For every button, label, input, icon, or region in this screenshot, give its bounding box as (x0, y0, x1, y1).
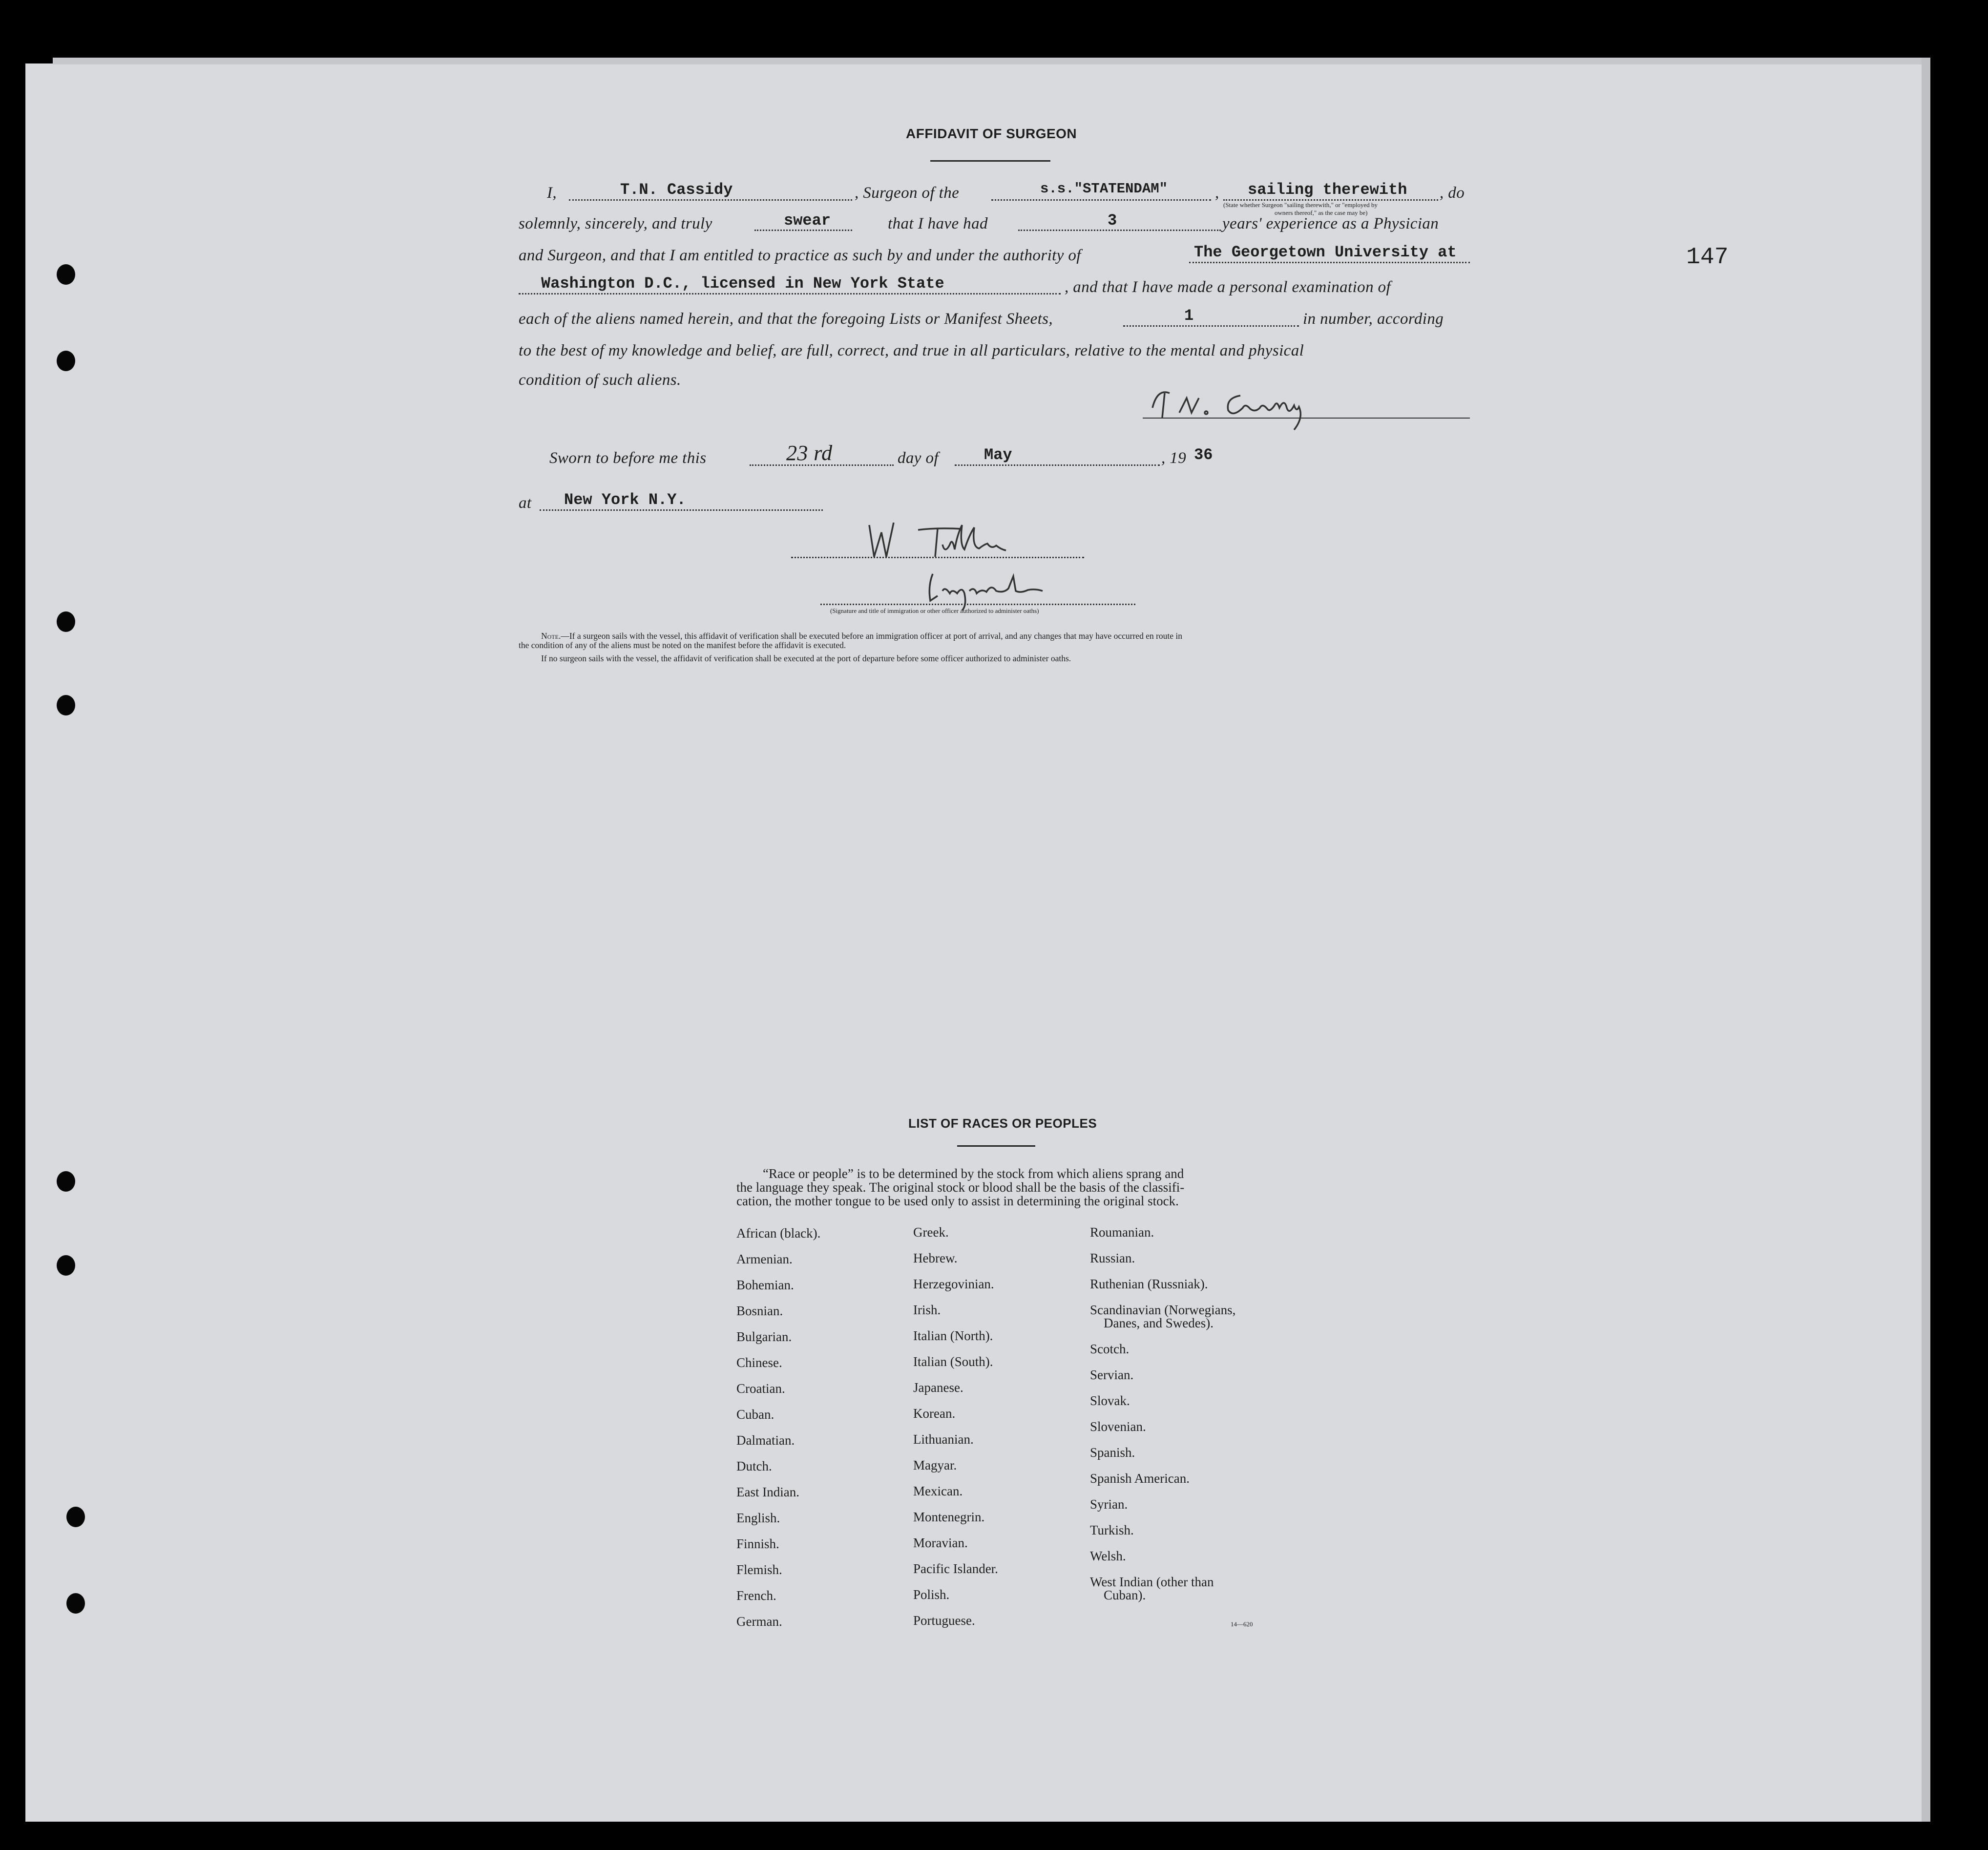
race-item: Servian. (1090, 1367, 1134, 1382)
races-intro-3: cation, the mother tongue to be used only to assist in determining the original stock. (736, 1194, 1179, 1208)
note-label: Note.— (541, 631, 569, 641)
race-item: French. (736, 1588, 776, 1603)
race-item: Italian (North). (913, 1328, 993, 1343)
sailing-note-2: owners thereof," as the case may be) (1275, 209, 1368, 216)
note-line-3: If no surgeon sails with the vessel, the affidavit of verification shall be executed at the port of departure before some officer authorized to administer oaths. (541, 653, 1071, 663)
authority-field-2: Washington D.C., licensed in New York State (541, 274, 944, 293)
affidavit-title: AFFIDAVIT OF SURGEON (906, 126, 1077, 141)
text-comma: , (1215, 184, 1219, 202)
surgeon-signature-line (1143, 418, 1470, 419)
race-item: Bosnian. (736, 1303, 783, 1318)
authority-line-2 (519, 293, 1061, 294)
race-item: Flemish. (736, 1562, 782, 1577)
race-item: Korean. (913, 1406, 956, 1421)
race-item: Croatian. (736, 1381, 785, 1396)
race-item: Turkish. (1090, 1523, 1134, 1537)
sheet-top-edge (53, 58, 1928, 64)
race-item: Polish. (913, 1587, 950, 1602)
punch-hole (57, 264, 75, 285)
race-item: Armenian. (736, 1252, 793, 1266)
officer-signature-line (791, 557, 1084, 558)
race-item: Italian (South). (913, 1354, 993, 1369)
punch-hole (66, 1507, 85, 1527)
race-item: Danes, and Swedes). (1104, 1316, 1214, 1330)
race-item: Bulgarian. (736, 1329, 792, 1344)
surgeon-name-field: T.N. Cassidy (620, 181, 733, 199)
text-i: I, (547, 184, 557, 202)
sworn-place-field: New York N.Y. (564, 491, 686, 509)
race-item: Scotch. (1090, 1342, 1130, 1356)
race-item: Magyar. (913, 1458, 957, 1472)
race-item: Spanish American. (1090, 1471, 1190, 1486)
punch-hole (57, 1171, 75, 1192)
race-item: Scandinavian (Norwegians, (1090, 1303, 1236, 1317)
punch-hole (57, 611, 75, 632)
race-item: Portuguese. (913, 1613, 975, 1628)
race-item: Syrian. (1090, 1497, 1128, 1512)
text-each-alien: each of the aliens named herein, and that the foregoing Lists or Manifest Sheets, (519, 310, 1053, 328)
race-item: Japanese. (913, 1380, 963, 1395)
title-underline (930, 160, 1050, 162)
race-item: Slovenian. (1090, 1419, 1146, 1434)
sailing-status-field: sailing therewith (1248, 181, 1407, 199)
note-line-1 (541, 631, 1182, 641)
race-item: English. (736, 1511, 780, 1525)
oath-line (754, 230, 852, 231)
race-item: Cuban). (1104, 1588, 1146, 1602)
race-item: German. (736, 1614, 782, 1629)
sailing-line (1223, 199, 1438, 201)
sheet-count-field: 1 (1184, 307, 1194, 325)
races-intro-1: “Race or people” is to be determined by the stock from which aliens sprang and (763, 1166, 1184, 1181)
sailing-note-1: (State whether Surgeon "sailing therewith," or "employed by (1223, 201, 1378, 209)
officer-signature (859, 515, 1055, 569)
text-years-exp: years' experience as a Physician (1222, 215, 1439, 232)
page-number: 147 (1686, 244, 1729, 271)
race-item: Lithuanian. (913, 1432, 974, 1447)
years-line (1018, 230, 1221, 231)
text-and-surgeon: and Surgeon, and that I am entitled to practice as such by and under the authority of (519, 247, 1081, 264)
race-item: Russian. (1090, 1251, 1135, 1265)
officer-title-line (820, 604, 1135, 605)
ship-line (991, 199, 1211, 201)
race-item: African (black). (736, 1226, 821, 1240)
years-field: 3 (1108, 211, 1117, 230)
sworn-month-line (955, 464, 1160, 466)
sworn-place-line (540, 509, 823, 511)
surgeon-name-line (569, 199, 852, 201)
race-item: Mexican. (913, 1484, 963, 1498)
oath-word-field: swear (784, 211, 831, 230)
form-code: 14—620 (1231, 1620, 1253, 1628)
ship-name-field: s.s."STATENDAM" (1040, 181, 1168, 197)
text-do: , do (1440, 184, 1465, 202)
text-day-of: day of (898, 449, 939, 467)
sworn-month-field: May (984, 446, 1012, 464)
text-surgeon-of: , Surgeon of the (855, 184, 960, 202)
authority-field-1: The Georgetown University at (1194, 243, 1457, 261)
note-line-2: the condition of any of the aliens must be noted on the manifest before the affidavit is executed. (519, 640, 846, 650)
race-item: Roumanian. (1090, 1225, 1154, 1240)
officer-caption: (Signature and title of immigration or other officer authorized to administer oaths) (830, 607, 1039, 614)
race-item: Herzegovinian. (913, 1277, 994, 1291)
text-in-number: in number, according (1303, 310, 1444, 328)
race-item: Moravian. (913, 1535, 968, 1550)
race-item: Chinese. (736, 1355, 782, 1370)
races-title: LIST OF RACES OR PEOPLES (908, 1116, 1097, 1131)
punch-hole (57, 351, 75, 371)
text-have-had: that I have had (888, 215, 988, 232)
punch-hole (66, 1593, 85, 1614)
text-sworn: Sworn to before me this (549, 449, 707, 467)
race-item: Pacific Islander. (913, 1561, 998, 1576)
races-title-underline (957, 1145, 1035, 1147)
race-item: Cuban. (736, 1407, 774, 1422)
race-item: East Indian. (736, 1485, 799, 1499)
race-item: Welsh. (1090, 1549, 1126, 1563)
sheet-right-edge (1922, 58, 1930, 1822)
surgeon-signature (1143, 378, 1338, 437)
sworn-day-field: 23 rd (786, 441, 833, 465)
race-item: Slovak. (1090, 1393, 1130, 1408)
race-item: Ruthenian (Russniak). (1090, 1277, 1208, 1291)
race-item: West Indian (other than (1090, 1575, 1214, 1589)
text-solemnly: solemnly, sincerely, and truly (519, 215, 712, 232)
note-text-1: If a surgeon sails with the vessel, this affidavit of verification shall be executed before an immigration officer at port of arrival, and any changes that may have occurred en route in (569, 631, 1183, 641)
sworn-year-field: 36 (1194, 446, 1213, 464)
text-personal-exam: , and that I have made a personal examination of (1065, 278, 1391, 296)
sheet-count-line (1123, 325, 1299, 327)
race-item: Greek. (913, 1225, 949, 1240)
race-item: Hebrew. (913, 1251, 958, 1265)
punch-hole (57, 1255, 75, 1276)
race-item: Irish. (913, 1303, 941, 1317)
race-item: Montenegrin. (913, 1510, 985, 1524)
race-item: Bohemian. (736, 1278, 794, 1292)
race-item: Dalmatian. (736, 1433, 795, 1448)
text-condition: condition of such aliens. (519, 371, 681, 389)
race-item: Finnish. (736, 1536, 779, 1551)
race-item: Dutch. (736, 1459, 772, 1473)
race-item: Spanish. (1090, 1445, 1135, 1460)
text-year-prefix: , 19 (1161, 449, 1187, 467)
text-at: at (519, 494, 532, 512)
text-best-of: to the best of my knowledge and belief, are full, correct, and true in all particulars, relative to the mental and physical (519, 342, 1304, 359)
races-intro-2: the language they speak. The original stock or blood shall be the basis of the classifi- (736, 1180, 1185, 1195)
authority-line-1 (1189, 262, 1470, 263)
punch-hole (57, 695, 75, 715)
